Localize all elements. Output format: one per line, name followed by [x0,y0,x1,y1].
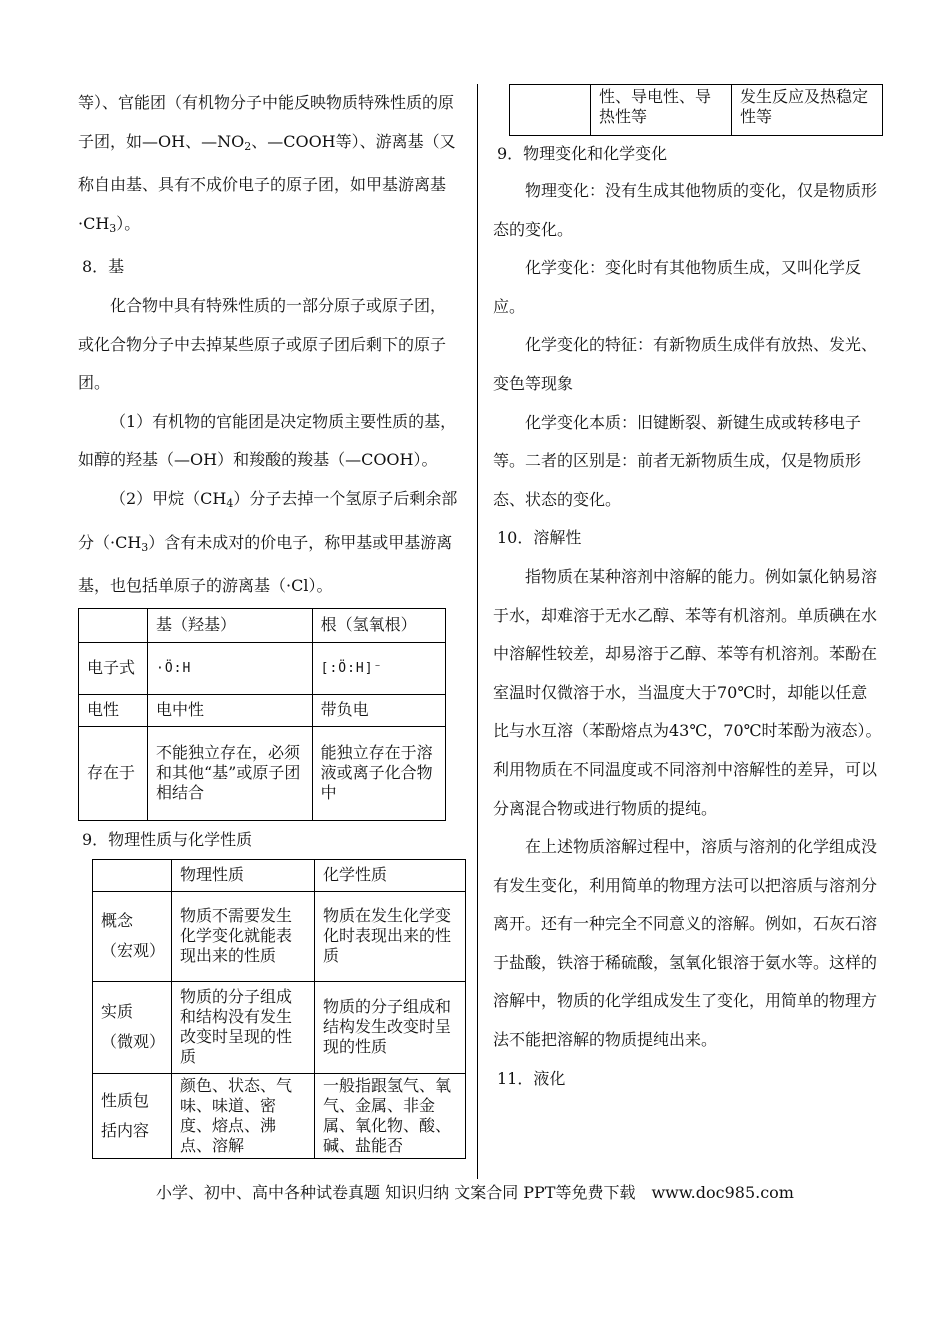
table2-col1-header: 物理性质 [172,859,315,891]
table3-cell: 性、导电性、导热性等 [591,85,732,136]
table2-row-label: 概念（宏观） [93,891,172,981]
hydroxide-electron-formula: [:Ö:H]⁻ [320,661,383,677]
paragraph-solubility: 指物质在某种溶剂中溶解的能力。例如氯化钠易溶于水，却难溶于无水乙醇、苯等有机溶剂。单质碘在水中溶解性较差，却易溶于乙醇、苯等有机溶剂。苯酚在室温时仅微溶于水，当温度大于70℃时，却能以任意比与水互溶（苯酚熔点为43℃，70℃时苯酚为液态）。利用物质在不同温度或不同溶剂中溶解性的差异，可以分离混合物或进行物质的提纯。 [493,566,882,818]
table2-cell: 物质不需要发生化学变化就能表现出来的性质 [172,891,315,981]
table2-cell: 物质在发生化学变化时表现出来的性质 [315,891,466,981]
section-heading-9b: 9．物理变化和化学变化 [497,144,668,163]
right-column [493,84,883,1098]
table1-row-label: 存在于 [79,726,148,820]
table2-col2-header: 化学性质 [315,859,466,891]
table1-cell: 能独立存在于溶液或离子化合物中 [312,726,445,820]
paragraph-chemical-change-features: 化学变化的特征：有新物质生成伴有放热、发光、变色等现象 [493,335,878,393]
paragraph-methyl-radical: （2）甲烷$(CH_4)$分子去掉一个氢原子后剩余部分$(\cdot CH_3)$含有未成对的价电子，称甲基或甲基游离基，也包括单原子的游离基（·Cl）。 [78,488,458,596]
paragraph-chemical-change: 化学变化：变化时有其他物质生成，又叫化学反应。 [493,258,862,316]
radical-vs-ion-table [78,608,446,821]
section-heading-9: 9．物理性质与化学性质 [82,829,253,849]
section-heading-10: 10．溶解性 [497,528,582,548]
table2-row-label: 性质包括内容 [93,1073,172,1158]
section-heading-8: 8．基 [82,257,125,277]
hydroxyl-electron-formula: ·Ö:H [156,661,192,677]
left-column [78,84,458,1159]
table2-cell: 颜色、状态、气味、味道、密度、熔点、沸点、溶解 [172,1073,315,1158]
properties-table-continued [509,84,883,136]
table2-cell: 一般指跟氢气、氧气、金属、非金属、氧化物、酸、碱、盐能否 [315,1073,466,1158]
paragraph-functional-groups: 等）、官能团（有机物分子中能反映物质特殊性质的原子团，如—OH、$—NO_2$、—COOH等）、游离基（又称自由基、具有不成价电子的原子团，如甲基游离基$\cdot CH_3$）。 [78,93,456,235]
table2-cell: 物质的分子组成和结构发生改变时呈现的性质 [315,981,466,1073]
table1-col1-header: 基（羟基） [148,608,313,642]
column-divider [477,84,478,1179]
table1-cell: 不能独立存在，必须和其他“基”或原子团相结合 [148,726,313,820]
table3-cell: 发生反应及热稳定性等 [732,85,883,136]
paragraph-dissolution: 在上述物质溶解过程中，溶质与溶剂的化学组成没有发生变化，利用简单的物理方法可以把溶质与溶剂分离开。还有一种完全不同意义的溶解。例如，石灰石溶于盐酸，铁溶于稀硫酸，氢氧化银溶于氨水等。这样的溶解中，物质的化学组成发生了变化，用简单的物理方法不能把溶解的物质提纯出来。 [493,837,878,1050]
table2-cell: 物质的分子组成和结构没有发生改变时呈现的性质 [172,981,315,1073]
table1-cell: 电中性 [148,694,313,726]
paragraph-chemical-change-essence: 化学变化本质：旧键断裂、新键生成或转移电子等。二者的区别是：前者无新物质生成，仅是物质形态、状态的变化。 [493,412,862,509]
paragraph-physical-change: 物理变化：没有生成其他物质的变化，仅是物质形态的变化。 [493,181,878,239]
table1-cell: 带负电 [312,694,445,726]
physical-chemical-properties-table [92,859,466,1159]
page-footer: 小学、初中、高中各种试卷真题 知识归纳 文案合同 PPT等免费下载 www.doc985.com [156,1183,794,1202]
section-heading-11: 11．液化 [497,1068,566,1088]
paragraph-radical-definition: 化合物中具有特殊性质的一部分原子或原子团，或化合物分子中去掉某些原子或原子团后剩下的原子团。 [78,295,447,393]
table1-row-label: 电性 [79,694,148,726]
paragraph-organic-groups: （1）有机物的官能团是决定物质主要性质的基，如醇的羟基（—OH）和羧酸的羧基（—COOH）。 [78,411,457,470]
table1-col2-header: 根（氢氧根） [312,608,445,642]
table2-row-label: 实质（微观） [93,981,172,1073]
table1-row-label: 电子式 [79,642,148,694]
